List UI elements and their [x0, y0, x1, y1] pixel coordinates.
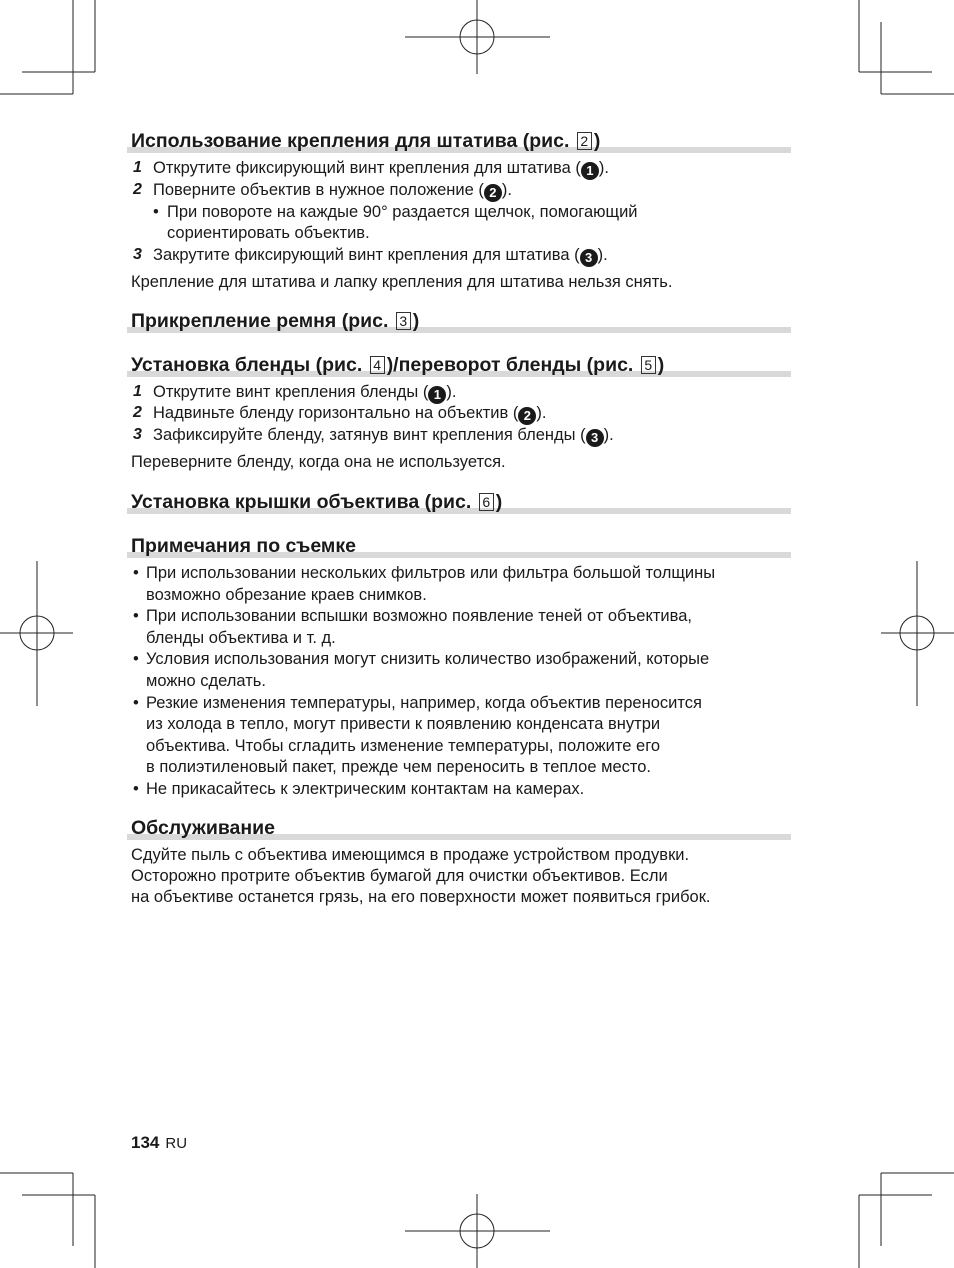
- heading-text: Установка крышки объектива (рис.: [131, 491, 472, 513]
- note-item-text: можно сделать.: [146, 672, 266, 690]
- heading-cap: [131, 491, 791, 513]
- figure-number: 3: [396, 312, 411, 330]
- note-item-text: объектива. Чтобы сгладить изменение температуры, положите его: [146, 736, 661, 755]
- step-text: Зафиксируйте бленду, затянув винт крепления бленды ( 3 ).: [153, 426, 614, 445]
- step-text: Закрутите фиксирующий винт крепления для штатива ( 3 ).: [153, 246, 608, 265]
- step-text: Надвиньте бленду горизонтально на объектив ( 2 ).: [153, 404, 547, 423]
- circled-number: 1: [581, 162, 599, 180]
- remark-text: Переверните бленду, когда она не используется.: [131, 453, 506, 471]
- note-item-text: из холода в тепло, могут привести к появлению конденсата внутри: [146, 715, 661, 734]
- heading-text: )/переворот бленды (рис.: [386, 354, 634, 376]
- heading-tripod: [131, 130, 791, 152]
- note-item-text: бленды объектива и т. д.: [146, 628, 336, 647]
- step-text: Открутите фиксирующий винт крепления для штатива ( 1 ).: [153, 159, 609, 178]
- remark-text: Крепление для штатива и лапку крепления для штатива нельзя снять.: [131, 273, 673, 291]
- heading-hood: [131, 354, 791, 376]
- language-code: RU: [165, 1135, 188, 1152]
- figure-number: 4: [370, 356, 385, 374]
- step-number: 2: [133, 181, 142, 198]
- note-text: сориентировать объектив.: [167, 224, 370, 242]
- heading-text: Прикрепление ремня (рис.: [131, 310, 389, 332]
- heading-notes: [131, 535, 791, 557]
- step-number: 1: [133, 159, 142, 176]
- heading-strap: [131, 310, 791, 332]
- step-number: 3: [133, 426, 142, 443]
- bullet: •: [133, 650, 139, 669]
- heading-close: ): [593, 130, 601, 152]
- note-item-text: При использовании нескольких фильтров или фильтра большой толщины: [146, 564, 716, 582]
- step-text: Поверните объектив в нужное положение ( 2 ).: [153, 181, 512, 200]
- note-item-text: в полиэтиленовый пакет, прежде чем переносить в теплое место.: [146, 758, 652, 777]
- step-text: Открутите винт крепления бленды ( 1 ).: [153, 383, 457, 402]
- step-number: 2: [133, 404, 142, 421]
- bullet: •: [133, 607, 139, 626]
- circled-number: 2: [518, 407, 536, 425]
- heading-text: Обслуживание: [131, 817, 276, 839]
- heading-close: ): [412, 310, 420, 332]
- step-number: 1: [133, 383, 142, 400]
- bullet: •: [133, 564, 139, 582]
- note-item-text: При использовании вспышки возможно появление теней от объектива,: [146, 607, 692, 626]
- note-item-text: Резкие изменения температуры, например, когда объектив переносится: [146, 693, 702, 712]
- step-number: 3: [133, 246, 142, 263]
- figure-number: 5: [641, 356, 656, 374]
- care-text: на объективе останется грязь, на его поверхности может появиться грибок.: [131, 888, 711, 906]
- care-text: Осторожно протрите объектив бумагой для очистки объективов. Если: [131, 867, 668, 885]
- note-text: При повороте на каждые 90° раздается щелчок, помогающий: [167, 203, 638, 221]
- heading-close: ): [657, 354, 665, 376]
- heading-text: Использование крепления для штатива (рис.: [131, 130, 570, 152]
- bullet: •: [133, 780, 139, 798]
- note-item-text: возможно обрезание краев снимков.: [146, 585, 427, 604]
- page-number: 134: [131, 1133, 160, 1152]
- heading-text: Установка бленды (рис.: [131, 354, 363, 376]
- note-item-text: Условия использования могут снизить количество изображений, которые: [146, 650, 710, 669]
- circled-number: 1: [428, 386, 446, 404]
- care-text: Сдуйте пыль с объектива имеющимся в продаже устройством продувки.: [131, 846, 690, 864]
- bullet: •: [133, 693, 139, 712]
- page-footer: [131, 1133, 187, 1154]
- figure-number: 6: [479, 493, 494, 511]
- bullet: •: [153, 203, 159, 221]
- circled-number: 2: [484, 184, 502, 202]
- heading-care: [131, 817, 791, 839]
- figure-number: 2: [577, 132, 592, 150]
- heading-close: ): [495, 491, 503, 513]
- circled-number: 3: [580, 249, 598, 267]
- note-item-text: Не прикасайтесь к электрическим контактам на камерах.: [146, 780, 585, 798]
- heading-text: Примечания по съемке: [131, 535, 356, 557]
- circled-number: 3: [586, 429, 604, 447]
